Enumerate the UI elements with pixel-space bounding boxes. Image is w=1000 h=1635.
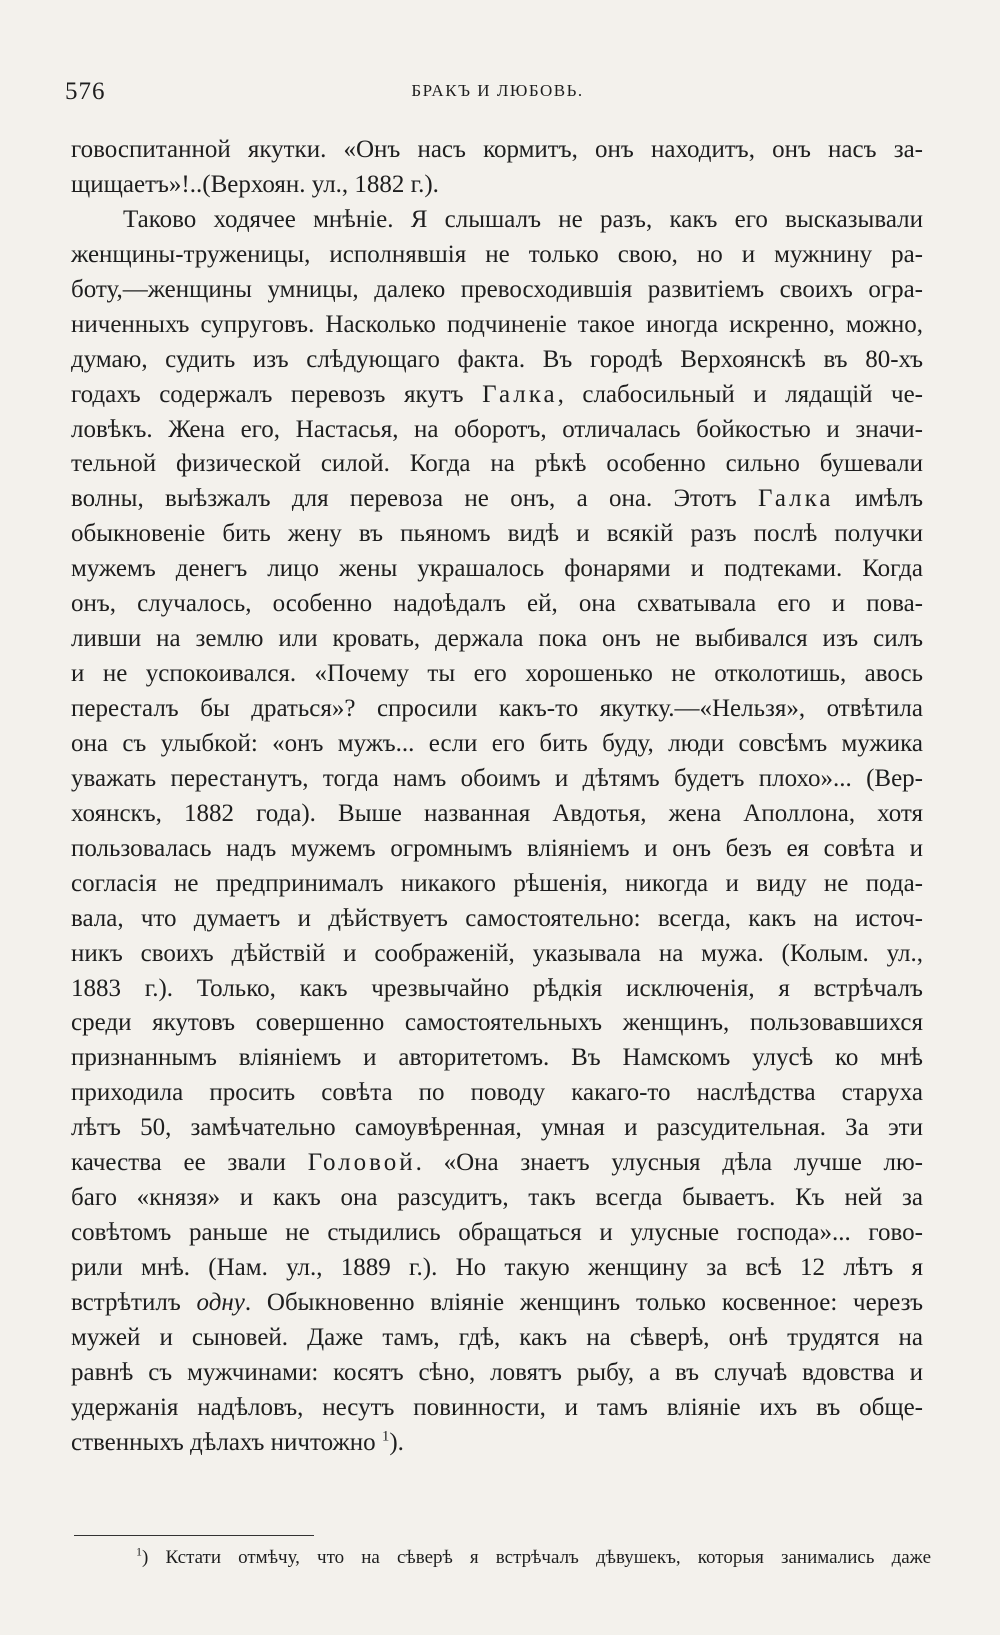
text-line: обыкновеніе бить жену въ пьяномъ видѣ и всякій разъ послѣ получки (71, 520, 923, 548)
name-galka: Галка (482, 380, 558, 408)
text-line: онъ, случалось, особенно надоѣдалъ ей, она схватывала его и пова- (71, 590, 923, 618)
text-line: тельной физической силой. Когда на рѣкѣ особенно сильно бушевали (71, 450, 923, 478)
text-line: хоянскъ, 1882 года). Выше названная Авдотья, жена Аполлона, хотя (71, 799, 923, 827)
text-line: говоспитанной якутки. «Онъ насъ кормитъ, онъ находитъ, онъ насъ за- (71, 136, 923, 163)
text-line (71, 482, 923, 517)
text-line: пересталъ бы драться»? спросили какъ-то якутку.—«Нельзя», отвѣтила (71, 695, 923, 722)
text-line: приходила просить совѣта по поводу какаго-то наслѣдства старуха (71, 1079, 923, 1107)
text-line: среди якутовъ совершенно самостоятельныхъ женщинъ, пользовавшихся (71, 1009, 923, 1037)
text-line: мужей и сыновей. Даже тамъ, гдѣ, какъ на сѣверѣ, онѣ трудятся на (71, 1323, 923, 1351)
text-line (71, 1146, 923, 1181)
name-galka: Галка (758, 485, 834, 513)
page-number: 576 (65, 78, 106, 105)
text-segment: . «Она знаетъ улусныя дѣла лучше лю- (415, 1149, 924, 1177)
text-line: удержанія надѣловъ, несутъ повинности, и тамъ вліяніе ихъ въ обще- (71, 1393, 923, 1421)
text-segment: ственныхъ дѣлахъ ничтожно (71, 1428, 376, 1456)
text-segment: ). (389, 1428, 404, 1456)
footnote-ref[interactable]: 1 (381, 1428, 390, 1445)
text-line: боту,—женщины умницы, далеко превосходившія развитіемъ своихъ огра- (71, 275, 923, 303)
footnote-marker: 1 (136, 1544, 142, 1559)
text-line: уважать перестанутъ, тогда намъ обоимъ и дѣтямъ будетъ плохо»... (Вер- (71, 764, 923, 792)
page-header (65, 78, 930, 118)
text-line: ловѣкъ. Жена его, Настасья, на оборотъ, отличалась бойкостью и значи- (71, 415, 923, 443)
text-line: признаннымъ вліяніемъ и авторитетомъ. Въ Намскомъ улусѣ ко мнѣ (71, 1044, 923, 1072)
text-segment: имѣлъ (854, 485, 924, 513)
text-line: баго «князя» и какъ она разсудитъ, такъ всегда бываетъ. Къ ней за (71, 1184, 923, 1212)
text-line: мужемъ денегъ лицо жены украшалось фонарями и подтеками. Когда (71, 555, 923, 583)
name-golova: Головой (307, 1149, 416, 1177)
text-line (71, 1286, 923, 1321)
text-segment: волны, выѣзжалъ для перевоза не онъ, а она. Этотъ (71, 485, 737, 513)
text-line: ниченныхъ супруговъ. Насколько подчиненіе такое иногда искренно, можно, (71, 310, 923, 338)
text-segment: . Обыкновенно вліяніе женщинъ только косвенное: черезъ (244, 1288, 923, 1316)
footnote: $^1$) Кстати отмѣчу, что на сѣверѣ я встрѣчалъ дѣвушекъ, которыя занимались даже (136, 1544, 931, 1568)
text-line: лѣтъ 50, замѣчательно самоувѣренная, умная и разсудительная. За эти (71, 1114, 923, 1142)
text-line: щищаетъ»!..(Верхоян. ул., 1882 г.). (71, 170, 439, 198)
text-segment: , слабосильный и лядащій че- (557, 380, 924, 408)
text-line: никъ своихъ дѣйствій и соображеній, указывала на мужа. (Колым. ул., (71, 939, 923, 967)
text-line: равнѣ съ мужчинами: косятъ сѣно, ловятъ рыбу, а въ случаѣ вдовства и (71, 1358, 923, 1386)
text-line: думаю, судить изъ слѣдующаго факта. Въ городѣ Верхоянскѣ въ 80-хъ (71, 345, 923, 373)
text-line: ливши на землю или кровать, держала пока онъ не выбивался изъ силъ (71, 625, 923, 653)
text-segment: годахъ содержалъ перевозъ якутъ (71, 380, 464, 408)
text-line (71, 378, 923, 413)
body-text (71, 133, 923, 1461)
text-line (71, 1426, 923, 1461)
italic-word: одну (196, 1288, 245, 1316)
footnote-text: Кстати отмѣчу, что на сѣверѣ я встрѣчалъ дѣвушекъ, которыя занимались даже (165, 1547, 931, 1568)
text-line: совѣтомъ раньше не стыдились обращаться и улусные господа»... гово- (71, 1219, 923, 1247)
text-line: женщины-труженицы, исполнявшія не только свою, но и мужнину ра- (71, 240, 923, 268)
text-line: вала, что думаетъ и дѣйствуетъ самостоятельно: всегда, какъ на источ- (71, 904, 923, 932)
text-line: согласія не предпринималъ никакого рѣшенія, никогда и виду не пода- (71, 869, 923, 897)
text-line: пользовалась надъ мужемъ огромнымъ вліяніемъ и онъ безъ ея совѣта и (71, 834, 923, 862)
text-line: рили мнѣ. (Нам. ул., 1889 г.). Но такую женщину за всѣ 12 лѣтъ я (71, 1254, 923, 1281)
text-line: 1883 г.). Только, какъ чрезвычайно рѣдкія исключенія, я встрѣчалъ (71, 974, 923, 1002)
text-line: она съ улыбкой: «онъ мужъ... если его бить буду, люди совсѣмъ мужика (71, 729, 923, 757)
running-title: БРАКЪ И ЛЮБОВЬ. (411, 81, 584, 100)
text-line: Таково ходячее мнѣніе. Я слышалъ не разъ, какъ его высказывали (123, 205, 923, 233)
text-segment: встрѣтилъ (71, 1288, 181, 1316)
text-line: и не успокоивался. «Почему ты его хорошенько не отколотишь, авось (71, 660, 923, 688)
text-segment: качества ее звали (71, 1149, 286, 1177)
footnote-divider (74, 1535, 314, 1536)
